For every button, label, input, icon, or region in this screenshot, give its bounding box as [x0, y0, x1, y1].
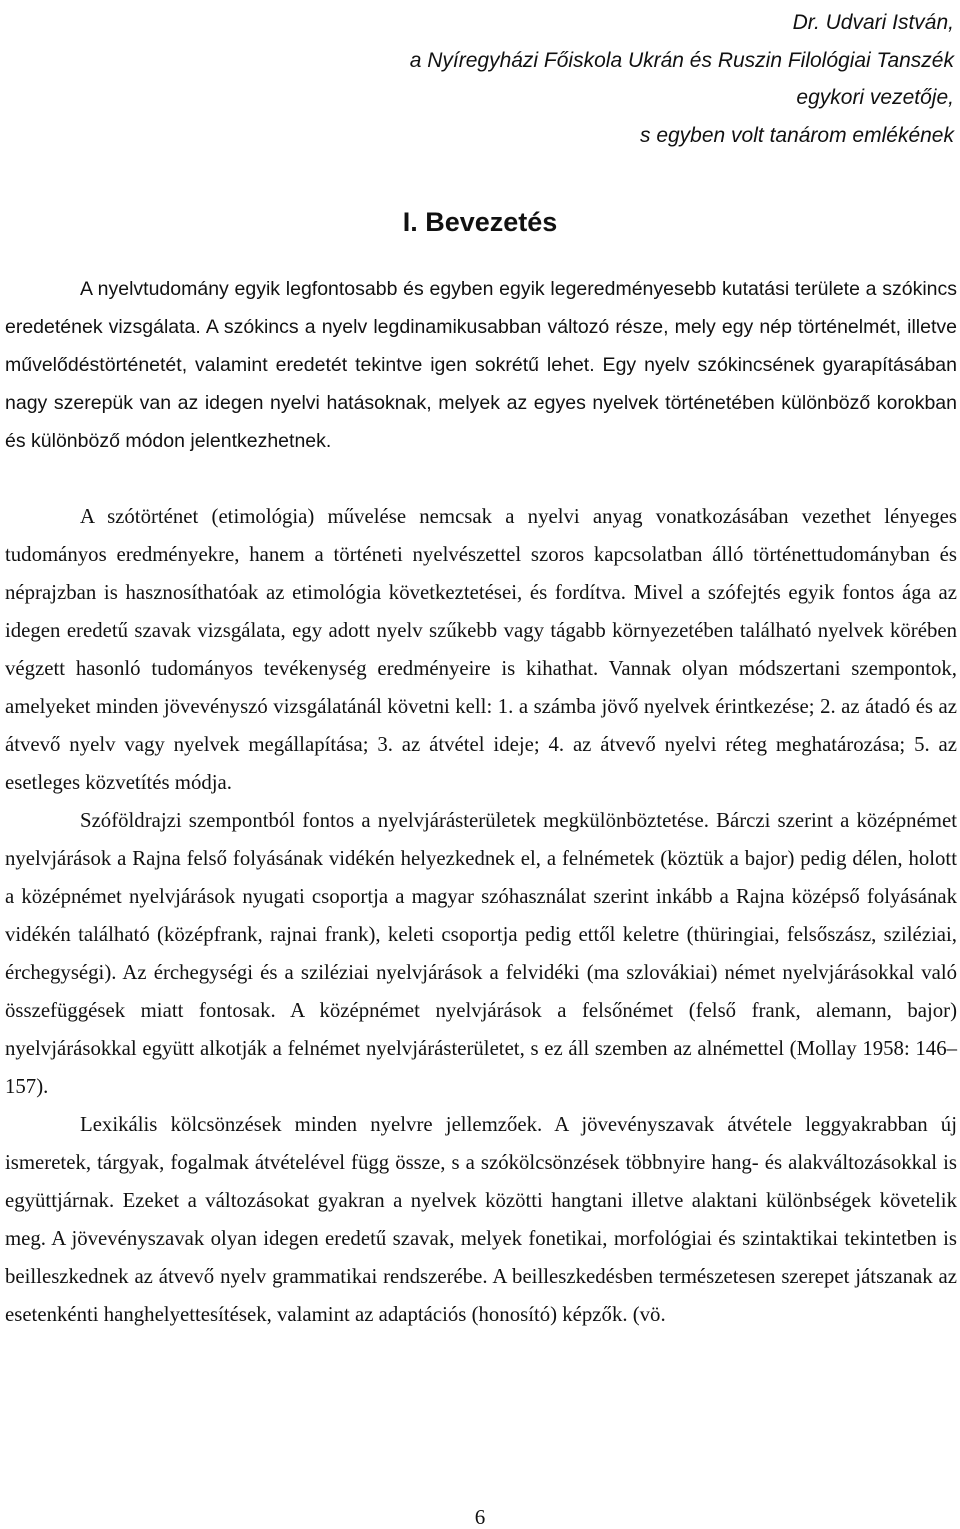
paragraph: A szótörténet (etimológia) művelése nemcsak a nyelvi anyag vonatkozásában vezethet lényeges tudományos eredményekre, hanem a történeti nyelvészettel szoros kapcsolatban álló történettudományban és néprajzban is hasznosíthatóak az etimológia következtetései, és fordítva. Mivel a szófejtés egyik fontos ága az idegen eredetű szavak vizsgálata, egy adott nyelv szűkebb vagy tágabb környezetében található nyelvek körében végzett hasonló tudományos tevékenység eredményeire is kihathat. Vannak olyan módszertani szempontok, amelyeket minden jövevényszó vizsgálatánál követni kell: 1. a számba jövő nyelvek érintkezése; 2. az átadó és az átvevő nyelv vagy nyelvek megállapítása; 3. az átvétel ideje; 4. az átvevő nyelvi réteg meghatározása; 5. az esetleges közvetítés módja.: [5, 505, 957, 794]
intro-section: [5, 270, 957, 460]
paragraph: Szóföldrajzi szempontból fontos a nyelvjárásterületek megkülönböztetése. Bárczi szerint a középnémet nyelvjárások a Rajna felső folyásának vidékén helyezkednek el, a felnémetek (köztük a bajor) pedig délen, holott a középnémet nyelvjárások nyugati csoportja a magyar szóhasználat szerint inkább a Rajna középső folyásának vidékén található (középfrank, rajnai frank), keleti csoportja pedig ettől keletre (thüringiai, felsőszász, sziléziai, érchegységi). Az érchegységi és a sziléziai nyelvjárások a felvidéki (ma szlovákiai) német nyelvjárásokkal való összefüggések miatt fontosak. A középnémet nyelvjárások a felsőnémet (felső frank, alemann, bajor) nyelvjárásokkal együtt alkotják a felnémet nyelvjárásterületet, s ez áll szemben az alnémettel (Mollay 1958: 146–157).: [5, 809, 957, 1098]
chapter-heading: I. Bevezetés: [402, 207, 558, 237]
dedication-line: Dr. Udvari István,: [792, 11, 954, 34]
page-number: 6: [474, 1505, 486, 1529]
dedication-line: a Nyíregyházi Főiskola Ukrán és Ruszin Filológiai Tanszék: [409, 48, 954, 72]
paragraph: A nyelvtudomány egyik legfontosabb és egyben egyik legeredményesebb kutatási területe a szókincs eredetének vizsgálata. A szókincs a nyelv legdinamikusabban változó része, mely egy nép történelmét, illetve művelődéstörténetét, valamint eredetét tekintve igen sokrétű lehet. Egy nyelv szókincsének gyarapításában nagy szerepük van az idegen nyelvi hatásoknak, melyek az egyes nyelvek történetében különböző korokban és különböző módon jelentkezhetnek.: [5, 278, 957, 452]
body-text: [5, 498, 957, 1334]
dedication: [410, 4, 954, 154]
dedication-line: s egyben volt tanárom emlékének: [639, 123, 954, 147]
dedication-line: egykori vezetője,: [796, 86, 954, 109]
paragraph: Lexikális kölcsönzések minden nyelvre jellemzőek. A jövevényszavak átvétele leggyakrabban új ismeretek, tárgyak, fogalmak átvételével függ össze, s a szókölcsönzések többnyire hang- és alakváltozásokkal is együttjárnak. Ezeket a változásokat gyakran a nyelvek közötti hangtani illetve alaktani különbségek követelik meg. A jövevényszavak olyan idegen eredetű szavak, melyek fonetikai, morfológiai és szintaktikai tekintetben is beilleszkednek az átvevő nyelv grammatikai rendszerébe. A beilleszkedésben természetesen szerepet játszanak az esetenkénti hanghelyettesítések, valamint az adaptációs (honosító) képzők. (vö.: [5, 1113, 957, 1326]
